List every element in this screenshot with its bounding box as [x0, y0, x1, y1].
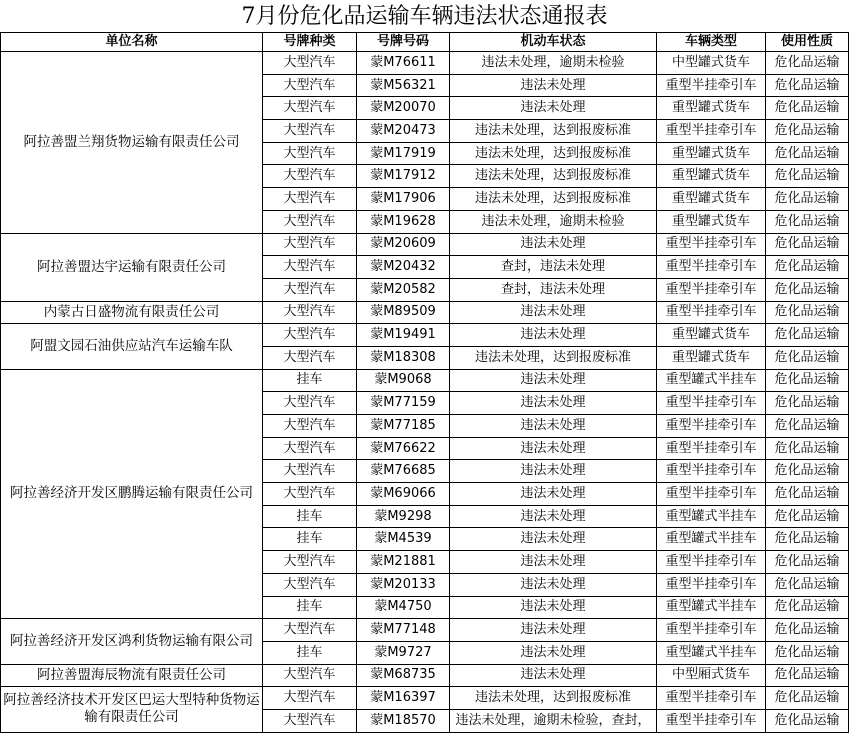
plate-type-cell: 大型汽车: [263, 551, 357, 574]
vehicle-status-cell: 违法未处理: [450, 596, 657, 619]
vehicle-status-cell: 违法未处理: [450, 664, 657, 687]
vehicle-type-cell: 重型半挂牵引车: [657, 392, 766, 415]
table-row: [1, 664, 849, 687]
usage-cell: 危化品运输: [766, 664, 849, 687]
usage-cell: 危化品运输: [766, 483, 849, 506]
plate-number-cell: 蒙M4750: [357, 596, 450, 619]
usage-cell: 危化品运输: [766, 301, 849, 324]
usage-cell: 危化品运输: [766, 528, 849, 551]
plate-type-cell: 挂车: [263, 641, 357, 664]
table-row: [1, 687, 849, 710]
plate-number-cell: 蒙M16397: [357, 687, 450, 710]
vehicle-status-cell: 违法未处理: [450, 369, 657, 392]
plate-type-cell: 大型汽车: [263, 483, 357, 506]
plate-type-cell: 大型汽车: [263, 301, 357, 324]
plate-number-cell: 蒙M76685: [357, 460, 450, 483]
vehicle-type-cell: 重型罐式货车: [657, 165, 766, 188]
plate-type-cell: 大型汽车: [263, 460, 357, 483]
vehicle-type-cell: 重型半挂牵引车: [657, 278, 766, 301]
vehicle-status-cell: 违法未处理，逾期未检验，查封，: [450, 709, 657, 732]
vehicle-status-cell: 违法未处理: [450, 415, 657, 438]
vehicle-status-cell: 违法未处理: [450, 573, 657, 596]
plate-number-cell: 蒙M18308: [357, 346, 450, 369]
report-title: 7月份危化品运输车辆违法状态通报表: [241, 4, 608, 29]
plate-type-cell: 大型汽车: [263, 664, 357, 687]
usage-cell: 危化品运输: [766, 74, 849, 97]
header-company: 单位名称: [1, 33, 263, 52]
vehicle-type-cell: 重型半挂牵引车: [657, 120, 766, 143]
vehicle-type-cell: 重型半挂牵引车: [657, 74, 766, 97]
plate-type-cell: 大型汽车: [263, 120, 357, 143]
vehicle-status-cell: 违法未处理: [450, 301, 657, 324]
vehicle-type-cell: 重型半挂牵引车: [657, 437, 766, 460]
table-row: [1, 324, 849, 347]
company-cell: 阿拉善盟海辰物流有限责任公司: [1, 664, 263, 687]
usage-cell: 危化品运输: [766, 415, 849, 438]
company-cell: 内蒙古日盛物流有限责任公司: [1, 301, 263, 324]
vehicle-type-cell: 重型罐式货车: [657, 346, 766, 369]
vehicle-status-cell: 违法未处理，逾期未检验: [450, 210, 657, 233]
table-row: [1, 301, 849, 324]
usage-cell: 危化品运输: [766, 256, 849, 279]
plate-number-cell: 蒙M89509: [357, 301, 450, 324]
vehicle-status-cell: 违法未处理: [450, 528, 657, 551]
vehicle-status-cell: 违法未处理，达到报废标准: [450, 346, 657, 369]
vehicle-status-cell: 违法未处理: [450, 551, 657, 574]
plate-number-cell: 蒙M20432: [357, 256, 450, 279]
table-row: [1, 233, 849, 256]
plate-type-cell: 挂车: [263, 369, 357, 392]
plate-type-cell: 挂车: [263, 505, 357, 528]
usage-cell: 危化品运输: [766, 120, 849, 143]
plate-number-cell: 蒙M17919: [357, 142, 450, 165]
plate-number-cell: 蒙M20609: [357, 233, 450, 256]
header-plate-type: 号牌种类: [263, 33, 357, 52]
usage-cell: 危化品运输: [766, 324, 849, 347]
vehicle-status-cell: 违法未处理: [450, 324, 657, 347]
plate-type-cell: 挂车: [263, 528, 357, 551]
company-cell: 阿拉善盟达宇运输有限责任公司: [1, 233, 263, 301]
plate-type-cell: 大型汽车: [263, 346, 357, 369]
plate-number-cell: 蒙M20133: [357, 573, 450, 596]
vehicle-status-cell: 违法未处理，达到报废标准: [450, 188, 657, 211]
company-cell: 阿拉善经济开发区鸿利货物运输有限公司: [1, 619, 263, 664]
plate-type-cell: 挂车: [263, 596, 357, 619]
company-cell: 阿拉善经济开发区鹏腾运输有限责任公司: [1, 369, 263, 619]
vehicle-type-cell: 重型半挂牵引车: [657, 551, 766, 574]
vehicle-status-cell: 违法未处理，达到报废标准: [450, 120, 657, 143]
usage-cell: 危化品运输: [766, 278, 849, 301]
plate-number-cell: 蒙M76622: [357, 437, 450, 460]
plate-number-cell: 蒙M17906: [357, 188, 450, 211]
plate-type-cell: 大型汽车: [263, 619, 357, 642]
usage-cell: 危化品运输: [766, 369, 849, 392]
plate-number-cell: 蒙M4539: [357, 528, 450, 551]
plate-type-cell: 大型汽车: [263, 142, 357, 165]
plate-number-cell: 蒙M18570: [357, 709, 450, 732]
plate-number-cell: 蒙M76611: [357, 52, 450, 75]
vehicle-type-cell: 中型罐式货车: [657, 52, 766, 75]
usage-cell: 危化品运输: [766, 97, 849, 120]
vehicle-status-cell: 违法未处理: [450, 74, 657, 97]
usage-cell: 危化品运输: [766, 687, 849, 710]
vehicle-type-cell: 重型罐式货车: [657, 97, 766, 120]
vehicle-status-cell: 违法未处理: [450, 619, 657, 642]
usage-cell: 危化品运输: [766, 641, 849, 664]
vehicle-type-cell: 重型罐式货车: [657, 188, 766, 211]
plate-type-cell: 大型汽车: [263, 392, 357, 415]
vehicle-type-cell: 重型半挂牵引车: [657, 301, 766, 324]
plate-type-cell: 大型汽车: [263, 278, 357, 301]
vehicle-status-cell: 查封，违法未处理: [450, 278, 657, 301]
usage-cell: 危化品运输: [766, 437, 849, 460]
violation-report-table: [0, 32, 849, 733]
usage-cell: 危化品运输: [766, 596, 849, 619]
plate-number-cell: 蒙M77148: [357, 619, 450, 642]
vehicle-status-cell: 违法未处理，达到报废标准: [450, 687, 657, 710]
vehicle-status-cell: 违法未处理: [450, 437, 657, 460]
company-cell: 阿盟文园石油供应站汽车运输车队: [1, 324, 263, 369]
vehicle-type-cell: 重型半挂牵引车: [657, 709, 766, 732]
plate-number-cell: 蒙M77159: [357, 392, 450, 415]
plate-number-cell: 蒙M19491: [357, 324, 450, 347]
vehicle-status-cell: 违法未处理: [450, 641, 657, 664]
plate-number-cell: 蒙M9298: [357, 505, 450, 528]
plate-type-cell: 大型汽车: [263, 256, 357, 279]
usage-cell: 危化品运输: [766, 165, 849, 188]
vehicle-status-cell: 违法未处理: [450, 505, 657, 528]
table-row: [1, 52, 849, 75]
usage-cell: 危化品运输: [766, 142, 849, 165]
plate-type-cell: 大型汽车: [263, 709, 357, 732]
vehicle-type-cell: 重型半挂牵引车: [657, 256, 766, 279]
vehicle-type-cell: 重型罐式半挂车: [657, 596, 766, 619]
usage-cell: 危化品运输: [766, 551, 849, 574]
vehicle-status-cell: 违法未处理: [450, 483, 657, 506]
usage-cell: 危化品运输: [766, 619, 849, 642]
vehicle-status-cell: 违法未处理: [450, 233, 657, 256]
vehicle-status-cell: 违法未处理，达到报废标准: [450, 165, 657, 188]
plate-type-cell: 大型汽车: [263, 324, 357, 347]
usage-cell: 危化品运输: [766, 505, 849, 528]
vehicle-type-cell: 重型半挂牵引车: [657, 573, 766, 596]
plate-type-cell: 大型汽车: [263, 165, 357, 188]
table-row: [1, 619, 849, 642]
usage-cell: 危化品运输: [766, 210, 849, 233]
plate-type-cell: 大型汽车: [263, 188, 357, 211]
usage-cell: 危化品运输: [766, 709, 849, 732]
plate-number-cell: 蒙M20582: [357, 278, 450, 301]
vehicle-type-cell: 重型罐式货车: [657, 324, 766, 347]
plate-type-cell: 大型汽车: [263, 573, 357, 596]
plate-number-cell: 蒙M69066: [357, 483, 450, 506]
plate-number-cell: 蒙M9727: [357, 641, 450, 664]
vehicle-type-cell: 重型半挂牵引车: [657, 483, 766, 506]
vehicle-type-cell: 重型半挂牵引车: [657, 233, 766, 256]
vehicle-type-cell: 重型罐式半挂车: [657, 505, 766, 528]
vehicle-status-cell: 违法未处理: [450, 392, 657, 415]
usage-cell: 危化品运输: [766, 233, 849, 256]
plate-number-cell: 蒙M17912: [357, 165, 450, 188]
vehicle-status-cell: 违法未处理，逾期未检验: [450, 52, 657, 75]
vehicle-type-cell: 重型罐式货车: [657, 142, 766, 165]
table-row: [1, 369, 849, 392]
usage-cell: 危化品运输: [766, 188, 849, 211]
plate-type-cell: 大型汽车: [263, 52, 357, 75]
usage-cell: 危化品运输: [766, 392, 849, 415]
plate-type-cell: 大型汽车: [263, 437, 357, 460]
usage-cell: 危化品运输: [766, 52, 849, 75]
vehicle-type-cell: 中型厢式货车: [657, 664, 766, 687]
header-usage: 使用性质: [766, 33, 849, 52]
vehicle-type-cell: 重型罐式半挂车: [657, 528, 766, 551]
plate-number-cell: 蒙M20070: [357, 97, 450, 120]
plate-number-cell: 蒙M21881: [357, 551, 450, 574]
plate-number-cell: 蒙M56321: [357, 74, 450, 97]
plate-type-cell: 大型汽车: [263, 97, 357, 120]
vehicle-type-cell: 重型半挂牵引车: [657, 619, 766, 642]
usage-cell: 危化品运输: [766, 460, 849, 483]
company-cell: 阿拉善经济技术开发区巴运大型特种货物运输有限责任公司: [1, 687, 263, 732]
vehicle-status-cell: 违法未处理: [450, 97, 657, 120]
plate-type-cell: 大型汽车: [263, 210, 357, 233]
vehicle-type-cell: 重型罐式半挂车: [657, 369, 766, 392]
plate-type-cell: 大型汽车: [263, 415, 357, 438]
header-vehicle-status: 机动车状态: [450, 33, 657, 52]
plate-type-cell: 大型汽车: [263, 233, 357, 256]
plate-number-cell: 蒙M9068: [357, 369, 450, 392]
plate-number-cell: 蒙M77185: [357, 415, 450, 438]
plate-number-cell: 蒙M68735: [357, 664, 450, 687]
plate-type-cell: 大型汽车: [263, 74, 357, 97]
header-row: [1, 33, 849, 52]
company-cell: 阿拉善盟兰翔货物运输有限责任公司: [1, 52, 263, 234]
plate-number-cell: 蒙M19628: [357, 210, 450, 233]
vehicle-type-cell: 重型半挂牵引车: [657, 687, 766, 710]
vehicle-status-cell: 违法未处理，达到报废标准: [450, 142, 657, 165]
header-plate-number: 号牌号码: [357, 33, 450, 52]
plate-number-cell: 蒙M20473: [357, 120, 450, 143]
vehicle-type-cell: 重型罐式半挂车: [657, 641, 766, 664]
vehicle-type-cell: 重型半挂牵引车: [657, 460, 766, 483]
vehicle-type-cell: 重型半挂牵引车: [657, 415, 766, 438]
usage-cell: 危化品运输: [766, 346, 849, 369]
vehicle-type-cell: 重型罐式货车: [657, 210, 766, 233]
vehicle-status-cell: 违法未处理: [450, 460, 657, 483]
vehicle-status-cell: 查封，违法未处理: [450, 256, 657, 279]
header-vehicle-type: 车辆类型: [657, 33, 766, 52]
usage-cell: 危化品运输: [766, 573, 849, 596]
plate-type-cell: 大型汽车: [263, 687, 357, 710]
